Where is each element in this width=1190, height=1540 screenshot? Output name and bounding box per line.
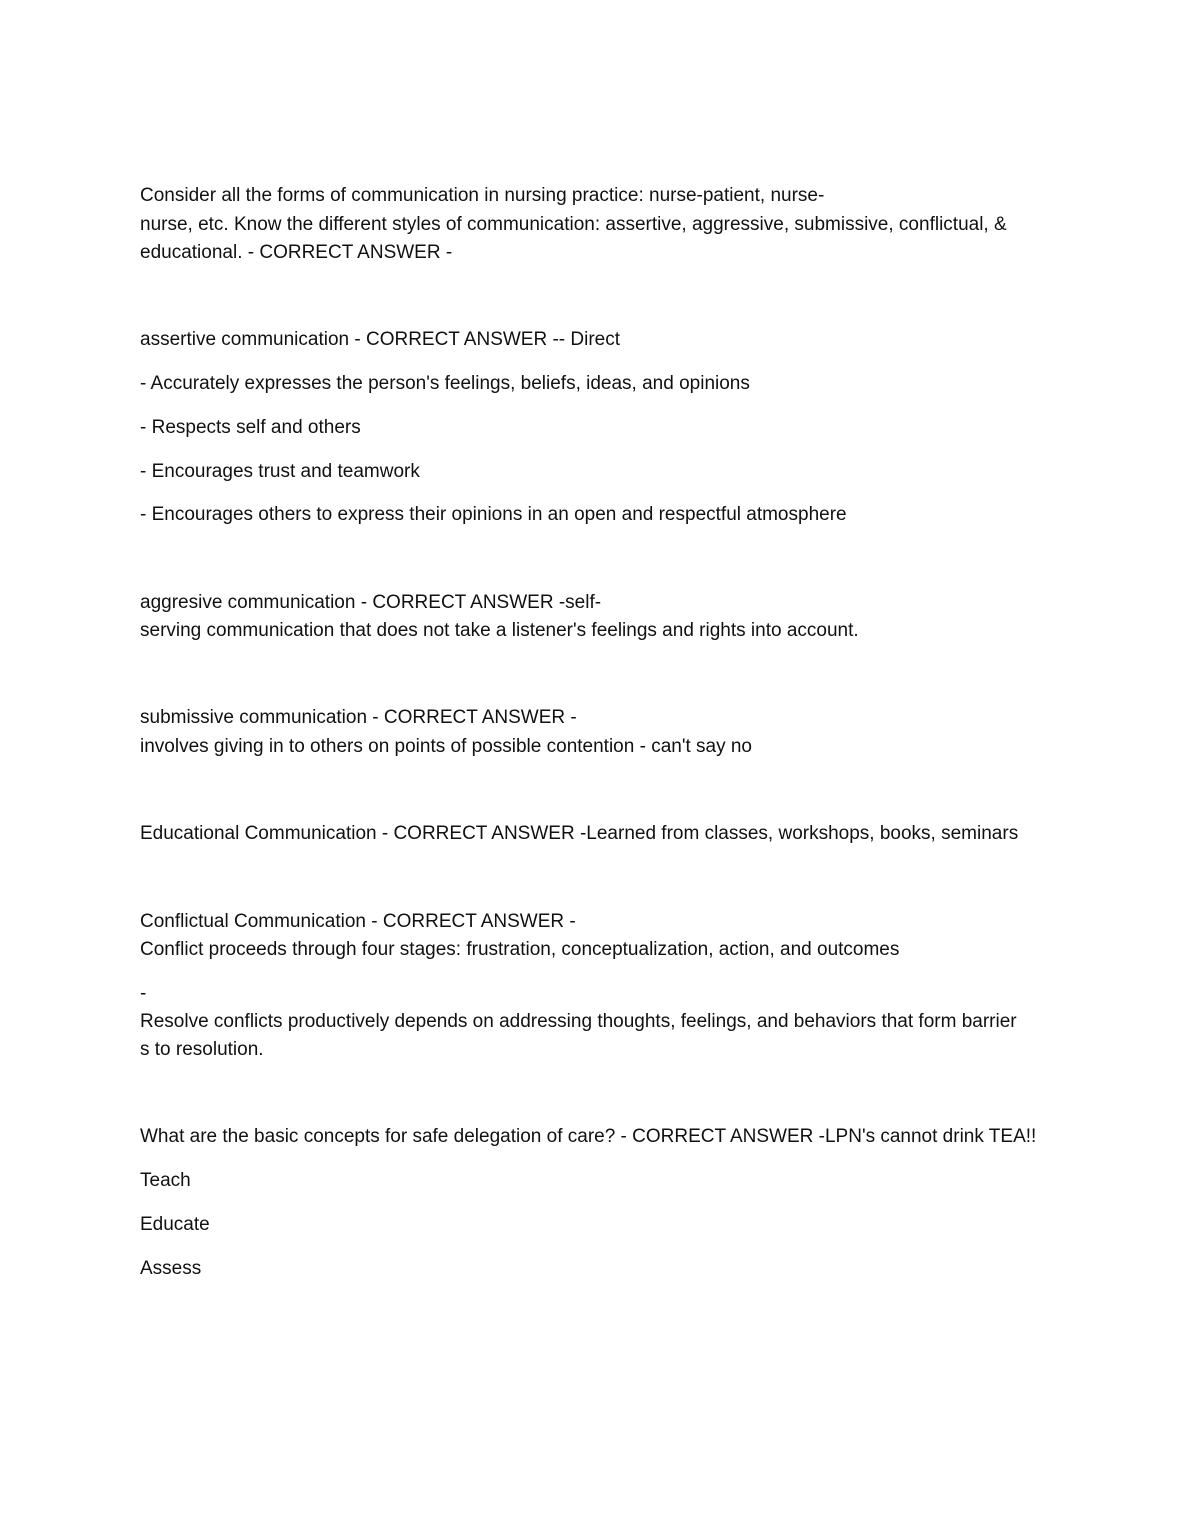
- conflictual-heading: Conflictual Communication - CORRECT ANSWER -: [140, 911, 576, 932]
- aggressive-heading: aggresive communication - CORRECT ANSWER -self-: [140, 592, 602, 613]
- educational-heading: Educational Communication - CORRECT ANSWER -Learned from classes, workshops, books, seminars: [140, 823, 1019, 844]
- conflictual-text: Resolve conflicts productively depends on addressing thoughts, feelings, and behaviors that form barrier: [140, 1011, 1017, 1032]
- assertive-bullet: - Encourages others to express their opinions in an open and respectful atmosphere: [140, 504, 847, 525]
- assertive-heading: assertive communication - CORRECT ANSWER -- Direct: [140, 329, 621, 350]
- conflictual-text: Conflict proceeds through four stages: frustration, conceptualization, action, and outcomes: [140, 939, 900, 960]
- intro-line-1: Consider all the forms of communication in nursing practice: nurse-patient, nurse-: [140, 185, 825, 206]
- delegation-item-educate: Educate: [140, 1214, 210, 1235]
- intro-line-3: educational. - CORRECT ANSWER -: [140, 242, 453, 263]
- intro-line-2: nurse, etc. Know the different styles of communication: assertive, aggressive, submissive, conflictual, &: [140, 214, 1007, 235]
- assertive-bullet: - Encourages trust and teamwork: [140, 461, 420, 482]
- submissive-text: involves giving in to others on points of possible contention - can't say no: [140, 736, 752, 757]
- delegation-item-assess: Assess: [140, 1258, 202, 1279]
- assertive-bullet: - Respects self and others: [140, 417, 361, 438]
- conflictual-dash: -: [140, 983, 147, 1004]
- delegation-item-teach: Teach: [140, 1170, 191, 1191]
- assertive-bullet: - Accurately expresses the person's feelings, beliefs, ideas, and opinions: [140, 373, 750, 394]
- delegation-question: What are the basic concepts for safe delegation of care? - CORRECT ANSWER -LPN's cannot drink TEA!!: [140, 1126, 1037, 1147]
- submissive-heading: submissive communication - CORRECT ANSWER -: [140, 707, 577, 728]
- aggressive-text: serving communication that does not take a listener's feelings and rights into account.: [140, 620, 859, 641]
- conflictual-text: s to resolution.: [140, 1039, 264, 1060]
